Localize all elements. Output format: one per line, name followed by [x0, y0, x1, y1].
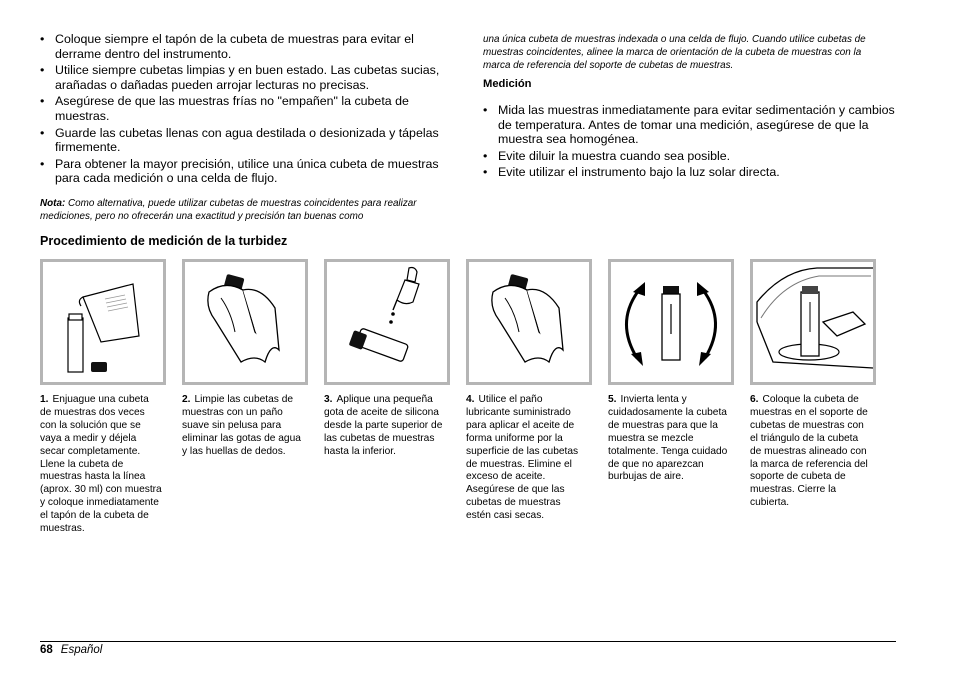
- step-description: Limpie las cubetas de muestras con un paño suave sin pelusa para eliminar las gotas de agua y las huellas de dedos.: [182, 394, 301, 457]
- step-1-figure: [40, 259, 166, 385]
- list-item: • Coloque siempre el tapón de la cubeta de muestras para evitar el derrame dentro del instrumento.: [40, 32, 458, 61]
- list-item: • Guarde las cubetas llenas con agua destilada o desionizada y tápelas firmemente.: [40, 126, 458, 155]
- step-number: 5.: [608, 394, 617, 405]
- step-number: 2.: [182, 394, 191, 405]
- rinse-fill-cell-icon: [43, 262, 163, 382]
- step-number: 1.: [40, 394, 49, 405]
- procedure-heading: Procedimiento de medición de la turbidez: [40, 234, 288, 248]
- medicion-heading: Medición: [483, 78, 532, 90]
- medicion-bullet-list: [483, 103, 896, 182]
- note-text: Como alternativa, puede utilizar cubetas de muestras coincidentes para realizar mediciones, pero no ofrecerán una exactitud y precisión tan buenas como: [40, 198, 417, 222]
- list-item: • Asegúrese de que las muestras frías no "empañen" la cubeta de muestras.: [40, 94, 458, 123]
- footer-language: Español: [60, 644, 103, 656]
- invert-cell-icon: [611, 262, 731, 382]
- step-number: 3.: [324, 394, 333, 405]
- step-number: 6.: [750, 394, 759, 405]
- step-description: Enjuague una cubeta de muestras dos veces con la solución que se vaya a medir y déjela secar completamente. Llene la cubeta de muestras hasta la línea (aprox. 30 ml) con muestra y coloque inmediatamente el tapón de la cubeta de muestras.: [40, 394, 162, 535]
- page-number: 68: [40, 644, 53, 656]
- step-number: 4.: [466, 394, 475, 405]
- list-item: • Evite diluir la muestra cuando sea posible.: [483, 149, 896, 164]
- oil-cloth-icon: [469, 262, 589, 382]
- step-1-text: [40, 394, 162, 536]
- step-2-text: [182, 394, 304, 459]
- list-item: • Evite utilizar el instrumento bajo la luz solar directa.: [483, 165, 896, 180]
- wipe-cell-icon: [185, 262, 305, 382]
- step-description: Aplique una pequeña gota de aceite de silicona desde la parte superior de las cubetas de muestras hasta la inferior.: [324, 394, 443, 457]
- footer-divider: [40, 641, 896, 642]
- list-item: • Mida las muestras inmediatamente para evitar sedimentación y cambios de temperatura. Antes de tomar una medición, asegúrese de que la muestra sea homogénea.: [483, 103, 896, 147]
- note-continued: una única cubeta de muestras indexada o una celda de flujo. Cuando utilice cubetas de muestras coincidentes, alinee la marca de orientación de la cubeta de muestras con la marca de referencia del soporte de cubetas de muestras.: [483, 34, 866, 71]
- step-3-figure: [324, 259, 450, 385]
- note-label: Nota:: [40, 198, 66, 209]
- page-footer: [40, 644, 102, 656]
- step-6-figure: [750, 259, 876, 385]
- step-4-figure: [466, 259, 592, 385]
- step-description: Utilice el paño lubricante suministrado para aplicar el aceite de forma uniforme por la superficie de las cubetas de muestras. Elimine el exceso de aceite. Asegúrese de que las cubetas de muestras estén casi secas.: [466, 394, 579, 522]
- step-5-figure: [608, 259, 734, 385]
- list-item: • Utilice siempre cubetas limpias y en buen estado. Las cubetas sucias, arañadas o dañadas pueden arrojar lecturas no precisas.: [40, 63, 458, 92]
- step-6-text: [750, 394, 872, 510]
- step-4-text: [466, 394, 588, 523]
- step-2-figure: [182, 259, 308, 385]
- step-description: Coloque la cubeta de muestras en el soporte de cubetas de muestras con el triángulo de la cubeta de muestras alineado con la marca de referencia del soporte de cubeta de muestras. Cierre la cubierta.: [750, 394, 868, 509]
- insert-cell-icon: [753, 262, 873, 382]
- step-5-text: [608, 394, 730, 484]
- oil-drop-icon: [327, 262, 447, 382]
- step-description: Invierta lenta y cuidadosamente la cubeta de muestras para que la muestra se mezcle totalmente. Tenga cuidado de que no aparezcan burbujas de aire.: [608, 394, 728, 483]
- note: [40, 197, 456, 223]
- step-3-text: [324, 394, 446, 459]
- list-item: • Para obtener la mayor precisión, utilice una única cubeta de muestras para cada medición o una celda de flujo.: [40, 157, 458, 186]
- left-bullet-list: [40, 32, 458, 188]
